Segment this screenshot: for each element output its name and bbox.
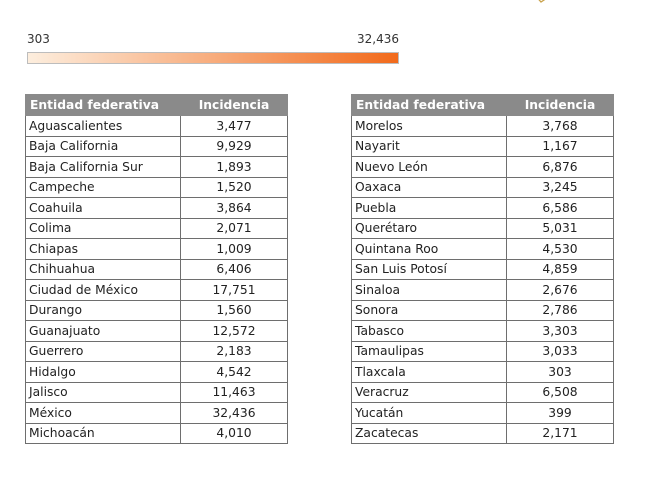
- incidencia-cell: 4,542: [181, 362, 288, 383]
- table-row: [26, 321, 288, 342]
- incidencia-cell: 3,303: [507, 321, 614, 342]
- header-incidencia: Incidencia: [181, 95, 288, 116]
- table-row: [352, 239, 614, 260]
- entidad-cell: Colima: [26, 218, 181, 239]
- table-row: [26, 198, 288, 219]
- legend-min-label: 303: [27, 32, 50, 46]
- incidencia-cell: 32,436: [181, 403, 288, 424]
- incidencia-cell: 6,876: [507, 157, 614, 178]
- entidad-cell: San Luis Potosí: [352, 259, 507, 280]
- table-row: [352, 259, 614, 280]
- entidad-cell: Chiapas: [26, 239, 181, 260]
- table-row: [26, 136, 288, 157]
- incidencia-cell: 17,751: [181, 280, 288, 301]
- table-row: [26, 259, 288, 280]
- entidad-cell: Morelos: [352, 116, 507, 137]
- entidad-cell: México: [26, 403, 181, 424]
- incidencia-cell: 303: [507, 362, 614, 383]
- incidencia-cell: 3,033: [507, 341, 614, 362]
- incidencia-cell: 2,786: [507, 300, 614, 321]
- incidencia-cell: 1,167: [507, 136, 614, 157]
- table-row: [26, 362, 288, 383]
- entidad-cell: Hidalgo: [26, 362, 181, 383]
- entidad-cell: Zacatecas: [352, 423, 507, 444]
- incidence-table-left: [25, 94, 288, 444]
- entidad-cell: Durango: [26, 300, 181, 321]
- entidad-cell: Veracruz: [352, 382, 507, 403]
- entidad-cell: Tamaulipas: [352, 341, 507, 362]
- legend-max-label: 32,436: [357, 32, 399, 46]
- entidad-cell: Oaxaca: [352, 177, 507, 198]
- table-row: [352, 300, 614, 321]
- table-row: [352, 403, 614, 424]
- entidad-cell: Yucatán: [352, 403, 507, 424]
- table-row: [26, 239, 288, 260]
- table-row: [26, 177, 288, 198]
- entidad-cell: Chihuahua: [26, 259, 181, 280]
- table-row: [26, 382, 288, 403]
- entidad-cell: Aguascalientes: [26, 116, 181, 137]
- incidencia-cell: 4,859: [507, 259, 614, 280]
- table-row: [26, 341, 288, 362]
- table-row: [26, 300, 288, 321]
- incidencia-cell: 5,031: [507, 218, 614, 239]
- incidencia-cell: 6,586: [507, 198, 614, 219]
- incidencia-cell: 4,530: [507, 239, 614, 260]
- incidencia-cell: 2,071: [181, 218, 288, 239]
- incidencia-cell: 1,560: [181, 300, 288, 321]
- incidence-table-right: [351, 94, 614, 444]
- incidencia-cell: 2,676: [507, 280, 614, 301]
- incidencia-cell: 4,010: [181, 423, 288, 444]
- incidencia-cell: 1,009: [181, 239, 288, 260]
- color-scale-legend: [27, 32, 399, 64]
- incidencia-cell: 6,508: [507, 382, 614, 403]
- incidencia-cell: 2,183: [181, 341, 288, 362]
- header-entidad: Entidad federativa: [26, 95, 181, 116]
- table-row: [352, 341, 614, 362]
- entidad-cell: Nuevo León: [352, 157, 507, 178]
- table-header-row: [352, 95, 614, 116]
- table-row: [352, 382, 614, 403]
- table-row: [26, 157, 288, 178]
- entidad-cell: Baja California: [26, 136, 181, 157]
- incidencia-cell: 2,171: [507, 423, 614, 444]
- entidad-cell: Sonora: [352, 300, 507, 321]
- header-entidad: Entidad federativa: [352, 95, 507, 116]
- incidencia-cell: 9,929: [181, 136, 288, 157]
- header-incidencia: Incidencia: [507, 95, 614, 116]
- table-row: [26, 423, 288, 444]
- table-row: [26, 116, 288, 137]
- entidad-cell: Sinaloa: [352, 280, 507, 301]
- table-row: [26, 403, 288, 424]
- entidad-cell: Quintana Roo: [352, 239, 507, 260]
- incidencia-cell: 3,245: [507, 177, 614, 198]
- entidad-cell: Baja California Sur: [26, 157, 181, 178]
- table-row: [352, 423, 614, 444]
- corner-arrow-icon: [532, 0, 552, 6]
- entidad-cell: Querétaro: [352, 218, 507, 239]
- entidad-cell: Jalisco: [26, 382, 181, 403]
- entidad-cell: Ciudad de México: [26, 280, 181, 301]
- entidad-cell: Guanajuato: [26, 321, 181, 342]
- entidad-cell: Puebla: [352, 198, 507, 219]
- entidad-cell: Guerrero: [26, 341, 181, 362]
- incidencia-cell: 3,768: [507, 116, 614, 137]
- incidencia-cell: 1,520: [181, 177, 288, 198]
- entidad-cell: Michoacán: [26, 423, 181, 444]
- incidencia-cell: 3,477: [181, 116, 288, 137]
- legend-gradient-bar: [27, 52, 399, 64]
- table-row: [352, 136, 614, 157]
- table-row: [352, 280, 614, 301]
- table-row: [352, 116, 614, 137]
- entidad-cell: Nayarit: [352, 136, 507, 157]
- table-row: [352, 362, 614, 383]
- incidencia-cell: 1,893: [181, 157, 288, 178]
- incidencia-cell: 3,864: [181, 198, 288, 219]
- table-row: [352, 218, 614, 239]
- incidencia-cell: 12,572: [181, 321, 288, 342]
- table-row: [352, 321, 614, 342]
- entidad-cell: Tlaxcala: [352, 362, 507, 383]
- table-row: [352, 157, 614, 178]
- entidad-cell: Coahuila: [26, 198, 181, 219]
- table-row: [352, 177, 614, 198]
- incidencia-cell: 6,406: [181, 259, 288, 280]
- incidencia-cell: 399: [507, 403, 614, 424]
- table-row: [352, 198, 614, 219]
- entidad-cell: Campeche: [26, 177, 181, 198]
- table-header-row: [26, 95, 288, 116]
- incidencia-cell: 11,463: [181, 382, 288, 403]
- table-row: [26, 280, 288, 301]
- table-row: [26, 218, 288, 239]
- entidad-cell: Tabasco: [352, 321, 507, 342]
